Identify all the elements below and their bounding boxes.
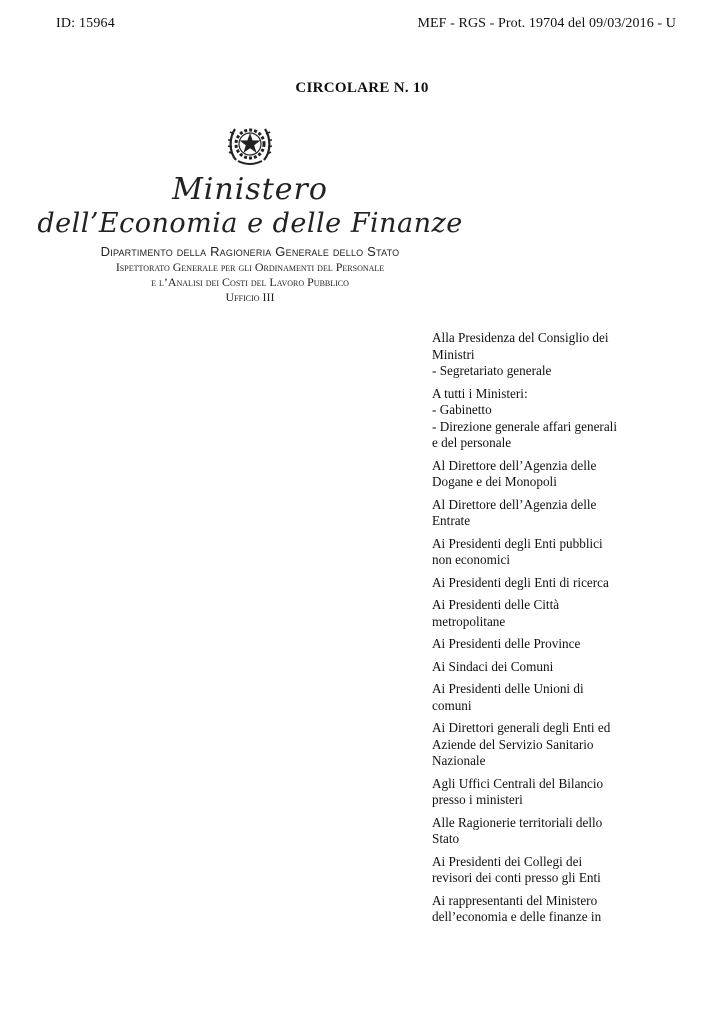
- recipient-item: [432, 330, 644, 380]
- recipient-line: Ai Presidenti degli Enti pubblici: [432, 535, 603, 551]
- recipient-line: Dogane e dei Monopoli: [432, 474, 557, 489]
- recipient-line: Agli Uffici Centrali del Bilancio: [432, 775, 604, 791]
- recipient-item: [432, 720, 644, 770]
- recipient-item: [432, 854, 644, 887]
- recipient-line: e del personale: [432, 435, 512, 450]
- inspectorate-block: [0, 260, 500, 305]
- recipient-item: [432, 575, 644, 592]
- recipient-line: Ai Presidenti delle Province: [432, 636, 581, 651]
- recipient-line: Ai Presidenti delle Unioni di: [432, 681, 584, 696]
- recipient-line: metropolitane: [432, 613, 506, 629]
- recipient-item: [432, 659, 644, 676]
- inspectorate-line2: e l’Analisi dei Costi del Lavoro Pubblico: [151, 275, 349, 289]
- circular-title: CIRCOLARE N. 10: [295, 80, 429, 96]
- recipient-line: Ai Sindaci dei Comuni: [432, 658, 554, 674]
- recipient-line: Ai Direttori generali degli Enti ed: [432, 720, 611, 735]
- recipient-list: [432, 330, 644, 932]
- recipient-line: dell’economia e delle finanze in: [432, 909, 602, 924]
- office-name: Ufficio III: [225, 290, 275, 304]
- recipient-line: Ministri: [432, 346, 475, 362]
- italian-republic-emblem-icon: [226, 116, 274, 168]
- recipient-item: [432, 815, 644, 848]
- recipient-item: [432, 536, 644, 569]
- recipient-line: Stato: [432, 831, 460, 846]
- recipient-line: Entrate: [432, 513, 471, 528]
- recipient-line: Aziende del Servizio Sanitario: [432, 736, 594, 752]
- recipient-line: - Gabinetto: [432, 402, 492, 417]
- recipient-line: Al Direttore dell’Agenzia delle: [432, 457, 597, 473]
- recipient-line: Ai rappresentanti del Ministero: [432, 892, 598, 908]
- protocol-number: MEF - RGS - Prot. 19704 del 09/03/2016 - U: [417, 16, 676, 31]
- recipient-item: [432, 386, 644, 452]
- recipient-line: A tutti i Ministeri:: [432, 385, 528, 401]
- recipient-line: Ai Presidenti degli Enti di ricerca: [432, 574, 609, 590]
- inspectorate-line1: Ispettorato Generale per gli Ordinamenti del Personale: [115, 260, 385, 274]
- recipient-item: [432, 636, 644, 653]
- ministry-name-line2: dell’Economia e delle Finanze: [37, 208, 463, 239]
- recipient-item: [432, 497, 644, 530]
- recipient-item: [432, 681, 644, 714]
- recipient-line: non economici: [432, 552, 511, 567]
- recipient-line: comuni: [432, 697, 472, 713]
- recipient-line: - Segretariato generale: [432, 363, 552, 378]
- recipient-line: - Direzione generale affari generali: [432, 418, 617, 434]
- recipient-item: [432, 458, 644, 491]
- recipient-item: [432, 776, 644, 809]
- recipient-line: Alle Ragionerie territoriali dello: [432, 814, 603, 830]
- recipient-line: revisori dei conti presso gli Enti: [432, 870, 601, 885]
- recipient-line: Alla Presidenza del Consiglio dei: [432, 330, 609, 345]
- recipient-line: Ai Presidenti dei Collegi dei: [432, 853, 583, 869]
- document-id: ID: 15964: [56, 16, 115, 31]
- recipient-item: [432, 893, 644, 926]
- recipient-line: Nazionale: [432, 753, 486, 768]
- recipient-line: presso i ministeri: [432, 792, 523, 807]
- recipient-line: Al Direttore dell’Agenzia delle: [432, 496, 597, 512]
- ministry-name-line1: Ministero: [172, 172, 328, 207]
- recipient-line: Ai Presidenti delle Città: [432, 597, 560, 612]
- recipient-item: [432, 597, 644, 630]
- department-name: Dipartimento della Ragioneria Generale dello Stato: [100, 244, 400, 259]
